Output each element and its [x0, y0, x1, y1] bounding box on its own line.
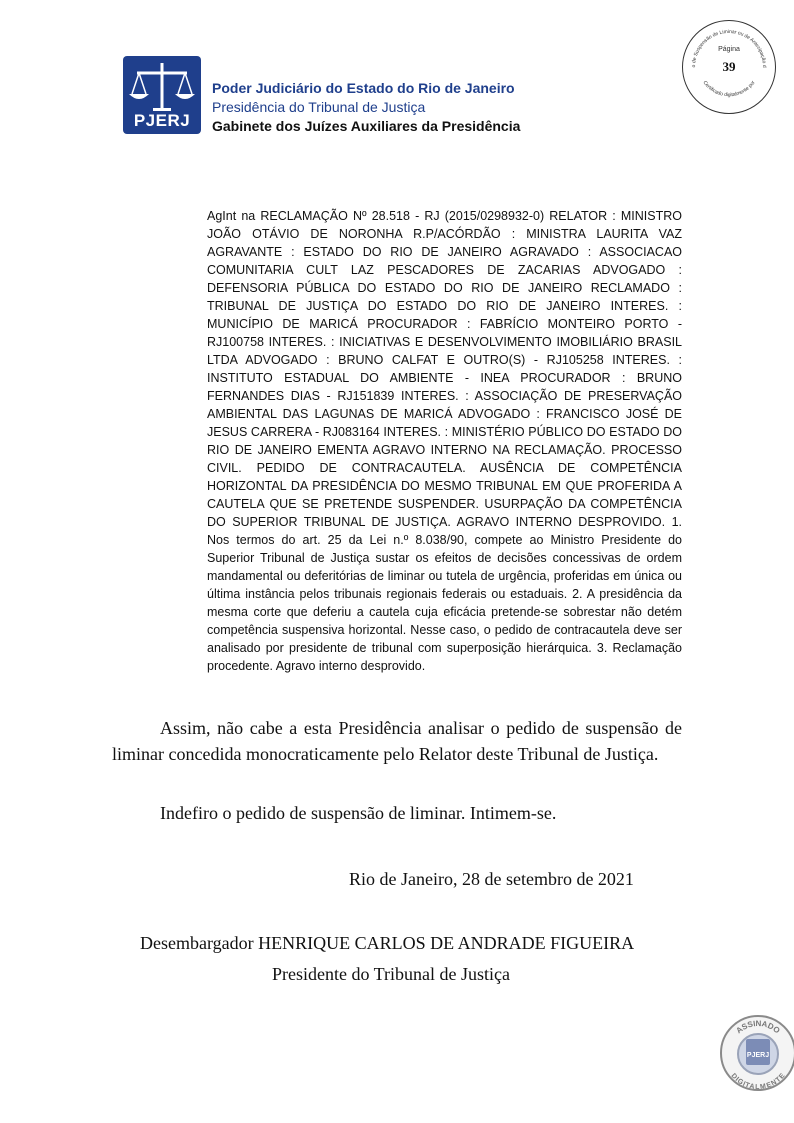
logo-text: PJERJ [133, 111, 191, 130]
stamp-arc-bottom: Certificado digitalmente por [701, 79, 757, 99]
page-number: 39 [722, 59, 736, 74]
svg-text:DIGITALMENTE [729, 1072, 786, 1089]
decision-paragraph: Assim, não cabe a esta Presidência analisar o pedido de suspensão de liminar concedida monocraticamente pelo Relator deste Tribunal de Justiça. [112, 718, 682, 764]
digital-signature-seal [720, 1015, 794, 1091]
date-line: Rio de Janeiro, 28 de setembro de 2021 [349, 869, 634, 889]
ruling-paragraph: Indefiro o pedido de suspensão de liminar. Intimem-se. [160, 803, 557, 823]
seal-arc-text [722, 1017, 794, 1089]
pjerj-logo [123, 56, 201, 134]
stamp-arc-top: o de Suspensão de Liminar ou de Antecipação d [690, 28, 768, 68]
presidency-name: Presidência do Tribunal de Justiça [212, 99, 426, 115]
stamp-label: Página [718, 46, 740, 53]
seal-bottom-text: DIGITALMENTE [729, 1072, 787, 1089]
court-name: Poder Judiciário do Estado do Rio de Janeiro [212, 80, 515, 96]
signatory-name: Desembargador HENRIQUE CARLOS DE ANDRADE FIGUEIRA [140, 933, 635, 953]
svg-text:Certificado digitalmente por [701, 80, 756, 99]
office-name: Gabinete dos Juízes Auxiliares da Presidência [212, 118, 521, 134]
page-number-stamp [682, 20, 776, 114]
seal-top-text: ASSINADO [734, 1018, 782, 1036]
letterhead [212, 79, 520, 136]
seal-logo-text: PJERJ [746, 1052, 770, 1059]
signatory-title: Presidente do Tribunal de Justiça [272, 964, 510, 984]
svg-text:ASSINADO [734, 1019, 781, 1035]
case-citation-block: AgInt na RECLAMAÇÃO Nº 28.518 - RJ (2015/0298932-0) RELATOR : MINISTRO JOÃO OTÁVIO DE NORONHA R.P/ACÓRDÃO : MINISTRA LAURITA VAZ AGRAVANTE : ESTADO DO RIO DE JANEIRO AGRAVADO : ASSOCIACAO COMUNITARIA CULT LAZ PESCADORES DE ZACARIAS ADVOGADO : DEFENSORIA PÚBLICA DO ESTADO DO RIO DE JANEIRO RECLAMADO : TRIBUNAL DE JUSTIÇA DO ESTADO DO RIO DE JANEIRO INTERES. : MUNICÍPIO DE MARICÁ PROCURADOR : FABRÍCIO MONTEIRO PORTO - RJ100758 INTERES. : INICIATIVAS E DESENVOLVIMENTO IMOBILIÁRIO BRASIL LTDA ADVOGADO : BRUNO CALFAT E OUTRO(S) - RJ105258 INTERES. : INSTITUTO ESTADUAL DO AMBIENTE - INEA PROCURADOR : BRUNO FERNANDES DIAS - RJ151839 INTERES. : ASSOCIAÇÃO DE PRESERVAÇÃO AMBIENTAL DAS LAGUNAS DE MARICÁ ADVOGADO : FRANCISCO JOSÉ DE JESUS CARRERA - RJ083164 INTERES. : MINISTÉRIO PÚBLICO DO ESTADO DO RIO DE JANEIRO EMENTA AGRAVO INTERNO NA RECLAMAÇÃO. PROCESSO CIVIL. PEDIDO DE CONTRACAUTELA. AUSÊNCIA DE COMPETÊNCIA HORIZONTAL DA PRESIDÊNCIA DO MESMO TRIBUNAL EM QUE PROFERIDA A CAUTELA QUE SE PRETENDE SUSPENDER. USURPAÇÃO DA COMPETÊNCIA DO SUPERIOR TRIBUNAL DE JUSTIÇA. AGRAVO INTERNO DESPROVIDO. 1. Nos termos do art. 25 da Lei n.º 8.038/90, compete ao Ministro Presidente do Superior Tribunal de Justiça sustar os efeitos de decisões concessivas de ordem mandamental ou deferitórias de liminar ou tutela de urgência, proferidas em única ou última instância pelos tribunais regionais federais ou estaduais. 2. A presidência da mesma corte que deferiu a cautela cuja eficácia pretende-se sobrestar não detém competência suspensiva horizontal. Nesse caso, o pedido de contracautela deve ser analisado por presidente de tribunal com superposição hierárquica. 3. Reclamação procedente. Agravo interno desprovido. [207, 209, 682, 673]
